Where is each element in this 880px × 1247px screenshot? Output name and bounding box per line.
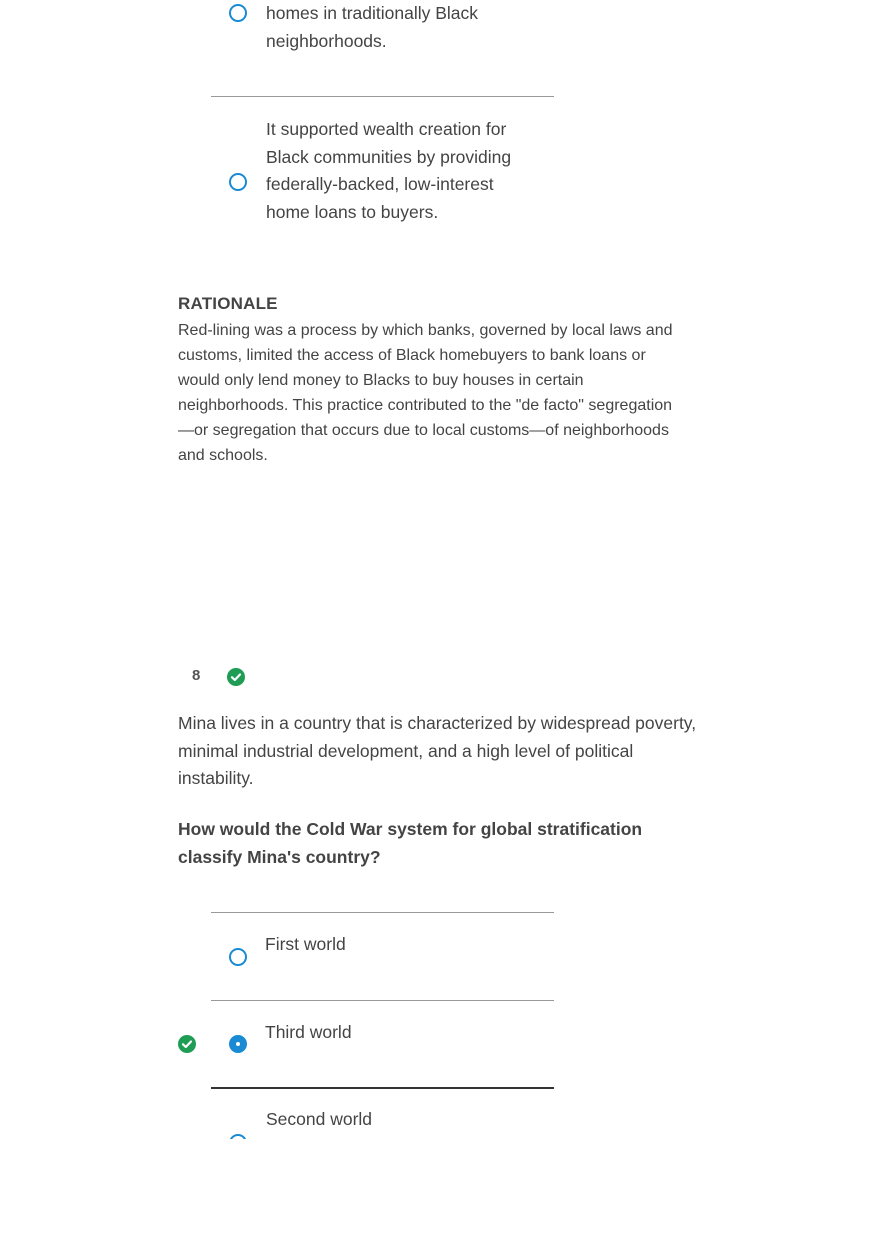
option-label: It supported wealth creation for Black communities by providing federally-backed, low-interest home loans to buyers.: [266, 119, 512, 222]
option-label-first-world: First world: [265, 934, 346, 954]
option-radio-clip: [226, 1130, 250, 1139]
option-divider: [211, 1000, 554, 1001]
option-divider-selected: [211, 1087, 554, 1089]
question-text: How would the Cold War system for global stratification classify Mina's country?: [178, 819, 643, 867]
option-radio[interactable]: [229, 173, 247, 191]
option-label-second-world: Second world: [266, 1109, 373, 1129]
question-number: 8: [192, 667, 201, 684]
question-prompt: Mina lives in a country that is characterized by widespread poverty, minimal industrial development, and a high level of political instability.: [178, 713, 697, 788]
correct-answer-check-icon: [178, 1035, 196, 1053]
correct-check-icon: [227, 668, 245, 686]
option-divider: [211, 96, 554, 97]
option-label-third-world: Third world: [265, 1022, 352, 1042]
rationale-title: RATIONALE: [178, 294, 278, 313]
option-radio-first-world[interactable]: [229, 948, 247, 966]
option-label: homes in traditionally Black neighborhoods.: [266, 3, 479, 51]
option-radio[interactable]: [229, 4, 247, 22]
option-radio-second-world[interactable]: [229, 1134, 247, 1139]
option-divider: [211, 912, 554, 913]
rationale-body: Red-lining was a process by which banks, governed by local laws and customs, limited the access of Black homebuyers to bank loans or would only lend money to Blacks to buy houses in certain neighborhoods. This practice contributed to the "de facto" segregation—or segregation that occurs due to local customs—of neighborhoods and schools.: [178, 322, 673, 464]
option-radio-third-world[interactable]: [229, 1035, 247, 1053]
